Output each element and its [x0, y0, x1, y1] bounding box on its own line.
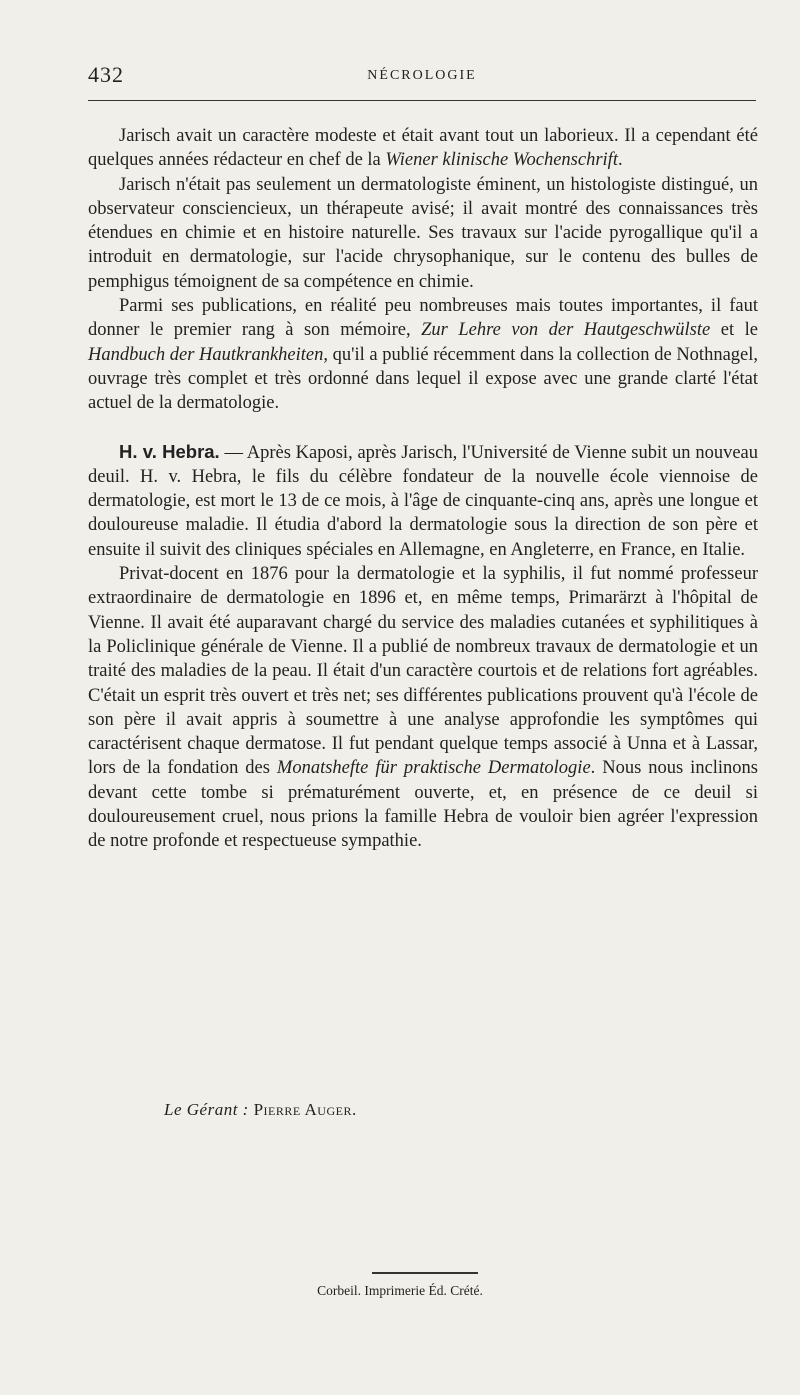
running-head: NÉCROLOGIE [367, 68, 477, 83]
signature-name: Pierre Auger. [253, 1100, 357, 1119]
text-run: , qu'il a publié récemment dans la collection de Nothnagel, ouvrage très complet et très ordonné dans lequel il expose avec une grande clarté l'état actuel de la dermatologie. [88, 344, 758, 414]
text-run: — Après Kaposi, après Jarisch, l'Université de Vienne subit un nouveau deuil. H. v. Hebra, le fils du célèbre fondateur de la nouvelle école viennoise de dermatologie, est mort le 13 de ce mois, à l'âge de cinquante-cinq ans, après une longue et douloureuse maladie. Il étudia d'abord la dermatologie sous la direction de son père et ensuite il suivit des cliniques spéciales en Allemagne, en Angleterre, en France, en Italie. [88, 442, 758, 560]
obituary-heading: H. v. Hebra. [119, 440, 220, 462]
text-run: . [617, 150, 623, 171]
page-number: 432 [88, 62, 124, 87]
text-run: Parmi ses publications, en réalité peu nombreuses mais toutes importantes, il faut donner le premier rang à son mémoire, [88, 296, 758, 341]
journal-title: Wiener klinische Wochenschrift [385, 150, 618, 171]
journal-title: Monatshefte für praktische Dermatologie [276, 758, 591, 779]
paragraph-hebra-obituary [88, 440, 758, 562]
paragraph-jarisch-work: Jarisch n'était pas seulement un dermatologiste éminent, un histologiste distingué, un observateur consciencieux, un thérapeute avisé; il avait montré des connaissances très étendues en chimie et en histoire naturelle. Ses travaux sur l'acide pyrogallique qu'il a introduit en dermatologie, sur l'acide chrysophanique, sur le contenu des bulles de pemphigus témoignent de sa compétence en chimie. [88, 174, 758, 292]
text-run: . Nous nous inclinons devant cette tombe si prématurément ouverte, et, en présence de ce deuil si douloureusement cruel, nous prions la famille Hebra de vouloir bien agréer l'expression de notre profonde et respectueuse sympathie. [88, 758, 759, 852]
book-title: Handbuch der Hautkrankheiten [88, 344, 324, 365]
signature [164, 1100, 357, 1120]
paragraph-jarisch-publications [88, 294, 758, 415]
page-header [88, 62, 756, 102]
page-body [88, 124, 758, 854]
footer-rule [372, 1272, 478, 1274]
header-rule [88, 100, 756, 101]
signature-label: Le Gérant : [164, 1100, 249, 1119]
paragraph-hebra-career [88, 562, 758, 854]
paragraph-jarisch-character [88, 124, 758, 173]
book-title: Zur Lehre von der Hautgeschwülste [421, 320, 711, 341]
text-run: Privat-docent en 1876 pour la dermatologie et la syphilis, il fut nommé professeur extraordinaire de dermatologie en 1896 et, en même temps, Primarärzt à l'hôpital de Vienne. Il avait été auparavant chargé du service des maladies cutanées et syphilitiques à la Policlinique générale de Vienne. Il a publié de nombreux travaux de dermatologie et un traité des maladies de la peau. Il était d'un caractère courtois et de relations fort agréables. C'était un esprit très ouvert et très net; ses différentes publications prouvent qu'à l'école de son père il avait appris à soumettre à une analyse approfondie les symptômes qui caractérisent chaque dermatose. Il fut pendant quelque temps associé à Unna et à Lassar, lors de la fondation des [88, 564, 758, 779]
printer-imprint: Corbeil. Imprimerie Éd. Crété. [317, 1283, 483, 1298]
text-run: Jarisch avait un caractère modeste et était avant tout un laborieux. Il a cependant été quelques années rédacteur en chef de la [88, 126, 758, 171]
text-run: et le [710, 320, 758, 341]
